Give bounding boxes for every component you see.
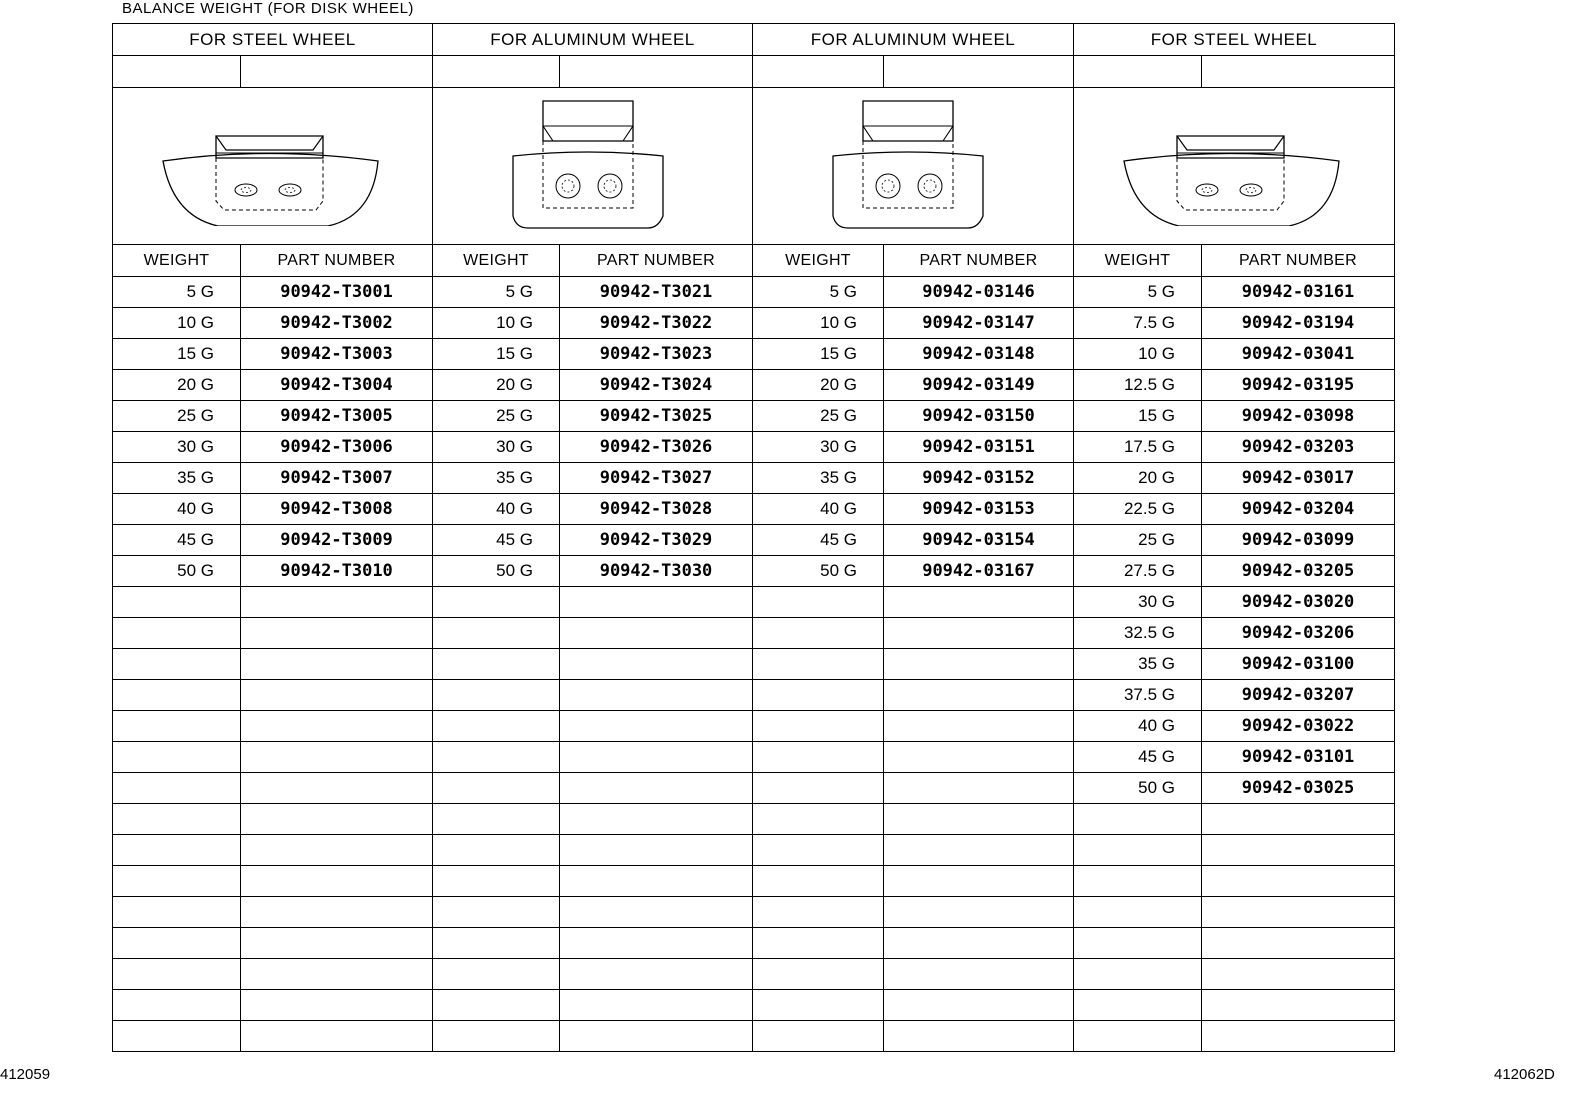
weight-cell (113, 649, 241, 680)
part-number-cell (560, 773, 753, 804)
part-number-cell: 90942-03206 (1202, 618, 1395, 649)
weight-cell (1074, 959, 1202, 990)
weight-cell (433, 835, 560, 866)
weight-cell (433, 804, 560, 835)
weight-cell: 32.5 G (1074, 618, 1202, 649)
weight-cell (113, 959, 241, 990)
weight-cell (1074, 928, 1202, 959)
part-number-cell: 90942-03147 (884, 308, 1074, 339)
part-number-cell: 90942-T3028 (560, 494, 753, 525)
part-number-cell (884, 928, 1074, 959)
weight-cell (753, 959, 884, 990)
part-number-cell (560, 804, 753, 835)
weight-cell (1074, 866, 1202, 897)
part-number-cell (560, 680, 753, 711)
part-number-cell: 90942-03161 (1202, 277, 1395, 308)
table-row (113, 587, 1395, 618)
table-row (113, 401, 1395, 432)
section-header-aluminum-2: FOR ALUMINUM WHEEL (753, 24, 1074, 56)
part-number-cell: 90942-T3021 (560, 277, 753, 308)
part-number-cell: 90942-T3030 (560, 556, 753, 587)
weight-cell (753, 742, 884, 773)
page-title: BALANCE WEIGHT (FOR DISK WHEEL) (122, 0, 414, 17)
weight-cell: 50 G (113, 556, 241, 587)
weight-cell: 50 G (753, 556, 884, 587)
part-number-cell (560, 711, 753, 742)
part-number-cell: 90942-T3009 (241, 525, 433, 556)
weight-cell (433, 866, 560, 897)
part-number-cell: 90942-03154 (884, 525, 1074, 556)
part-number-cell: 90942-03025 (1202, 773, 1395, 804)
table-row (113, 618, 1395, 649)
part-number-cell (560, 835, 753, 866)
table-row (113, 463, 1395, 494)
part-number-cell: 90942-T3027 (560, 463, 753, 494)
part-number-cell (241, 990, 433, 1021)
weight-cell: 37.5 G (1074, 680, 1202, 711)
weight-cell: 10 G (433, 308, 560, 339)
part-number-cell: 90942-03151 (884, 432, 1074, 463)
part-number-cell (1202, 866, 1395, 897)
weight-cell: 15 G (753, 339, 884, 370)
part-number-cell (884, 804, 1074, 835)
table-row (113, 432, 1395, 463)
weight-cell (433, 649, 560, 680)
table-row (113, 866, 1395, 897)
part-number-cell: 90942-T3003 (241, 339, 433, 370)
weight-cell: 40 G (1074, 711, 1202, 742)
part-number-cell (884, 835, 1074, 866)
part-number-cell (241, 680, 433, 711)
weight-cell: 20 G (433, 370, 560, 401)
steel-weight-illustration-2 (1074, 88, 1395, 245)
steel-weight-illustration (113, 88, 433, 245)
part-number-cell (1202, 1021, 1395, 1052)
part-number-cell (884, 866, 1074, 897)
part-number-cell (560, 1021, 753, 1052)
part-number-cell: 90942-03195 (1202, 370, 1395, 401)
weight-cell: 20 G (753, 370, 884, 401)
part-number-cell: 90942-T3029 (560, 525, 753, 556)
part-number-cell (560, 866, 753, 897)
weight-cell: 12.5 G (1074, 370, 1202, 401)
part-number-cell: 90942-03149 (884, 370, 1074, 401)
part-number-cell: 90942-T3007 (241, 463, 433, 494)
weight-cell (753, 587, 884, 618)
weight-column-header: WEIGHT (1074, 245, 1202, 277)
part-number-cell (241, 618, 433, 649)
weight-cell (433, 928, 560, 959)
weight-cell: 22.5 G (1074, 494, 1202, 525)
part-number-cell (1202, 928, 1395, 959)
part-number-cell (560, 649, 753, 680)
weight-cell: 30 G (433, 432, 560, 463)
balance-weight-table (112, 23, 1395, 1052)
part-number-cell: 90942-T3025 (560, 401, 753, 432)
weight-cell (433, 618, 560, 649)
weight-cell (753, 711, 884, 742)
part-number-cell (241, 959, 433, 990)
part-number-cell: 90942-03203 (1202, 432, 1395, 463)
part-number-cell (560, 897, 753, 928)
weight-cell: 45 G (433, 525, 560, 556)
table-row (113, 835, 1395, 866)
weight-cell: 5 G (113, 277, 241, 308)
part-number-cell: 90942-03153 (884, 494, 1074, 525)
part-number-cell: 90942-03148 (884, 339, 1074, 370)
weight-cell (113, 587, 241, 618)
weight-cell (113, 742, 241, 773)
weight-cell: 25 G (1074, 525, 1202, 556)
part-number-cell (241, 773, 433, 804)
part-number-cell: 90942-T3026 (560, 432, 753, 463)
part-number-cell (1202, 835, 1395, 866)
weight-cell (1074, 804, 1202, 835)
weight-cell (753, 990, 884, 1021)
blank-cell (1074, 56, 1202, 88)
table-row (113, 990, 1395, 1021)
part-number-cell (241, 897, 433, 928)
part-number-cell: 90942-03152 (884, 463, 1074, 494)
part-number-cell (241, 1021, 433, 1052)
table-row (113, 742, 1395, 773)
part-number-cell: 90942-03167 (884, 556, 1074, 587)
blank-cell (1202, 56, 1395, 88)
part-number-cell (884, 773, 1074, 804)
weight-column-header: WEIGHT (433, 245, 560, 277)
weight-cell (113, 835, 241, 866)
table-row (113, 773, 1395, 804)
part-number-cell: 90942-03017 (1202, 463, 1395, 494)
weight-cell (753, 866, 884, 897)
weight-cell (753, 649, 884, 680)
part-number-cell (241, 587, 433, 618)
weight-cell: 25 G (753, 401, 884, 432)
section-header-steel-2: FOR STEEL WHEEL (1074, 24, 1395, 56)
part-number-cell (884, 742, 1074, 773)
weight-cell: 30 G (1074, 587, 1202, 618)
weight-cell: 7.5 G (1074, 308, 1202, 339)
steel-clip-weight-icon (158, 106, 388, 226)
weight-cell: 40 G (753, 494, 884, 525)
weight-cell (433, 773, 560, 804)
table-row (113, 494, 1395, 525)
part-number-cell: 90942-T3010 (241, 556, 433, 587)
blank-cell (884, 56, 1074, 88)
weight-cell: 20 G (113, 370, 241, 401)
weight-cell (753, 928, 884, 959)
weight-cell (753, 835, 884, 866)
part-number-cell (560, 618, 753, 649)
table-row (113, 804, 1395, 835)
part-number-cell (884, 587, 1074, 618)
weight-cell: 30 G (753, 432, 884, 463)
weight-cell (753, 680, 884, 711)
part-number-cell (884, 959, 1074, 990)
table-row (113, 525, 1395, 556)
weight-cell: 5 G (433, 277, 560, 308)
part-number-cell: 90942-03101 (1202, 742, 1395, 773)
aluminum-weight-illustration (433, 88, 753, 245)
weight-column-header: WEIGHT (113, 245, 241, 277)
blank-cell (753, 56, 884, 88)
part-number-cell (560, 587, 753, 618)
weight-cell (113, 990, 241, 1021)
part-number-cell: 90942-03205 (1202, 556, 1395, 587)
weight-cell (113, 866, 241, 897)
part-number-cell (241, 649, 433, 680)
part-number-cell (241, 804, 433, 835)
part-number-cell: 90942-03207 (1202, 680, 1395, 711)
table-row (113, 1021, 1395, 1052)
table-row (113, 308, 1395, 339)
part-number-cell (241, 866, 433, 897)
blank-cell (433, 56, 560, 88)
weight-cell (433, 990, 560, 1021)
weight-cell: 10 G (753, 308, 884, 339)
weight-cell (753, 773, 884, 804)
part-number-cell: 90942-03146 (884, 277, 1074, 308)
weight-cell (113, 804, 241, 835)
weight-cell: 20 G (1074, 463, 1202, 494)
part-number-cell (560, 959, 753, 990)
weight-cell (433, 587, 560, 618)
table-row (113, 370, 1395, 401)
weight-cell (433, 680, 560, 711)
blank-cell (560, 56, 753, 88)
part-number-cell (1202, 990, 1395, 1021)
blank-cell (113, 56, 241, 88)
table-row (113, 897, 1395, 928)
weight-cell: 5 G (753, 277, 884, 308)
weight-cell: 40 G (433, 494, 560, 525)
part-number-cell (560, 990, 753, 1021)
part-number-cell: 90942-T3005 (241, 401, 433, 432)
part-number-cell (560, 742, 753, 773)
weight-cell: 25 G (113, 401, 241, 432)
part-number-cell (884, 897, 1074, 928)
weight-cell (1074, 990, 1202, 1021)
table-row (113, 339, 1395, 370)
weight-cell: 45 G (1074, 742, 1202, 773)
part-number-cell (884, 618, 1074, 649)
weight-cell (113, 680, 241, 711)
table-row (113, 928, 1395, 959)
weight-cell: 35 G (433, 463, 560, 494)
part-number-cell: 90942-03204 (1202, 494, 1395, 525)
weight-cell: 35 G (1074, 649, 1202, 680)
part-number-cell: 90942-T3024 (560, 370, 753, 401)
table-row (113, 680, 1395, 711)
part-number-cell: 90942-03041 (1202, 339, 1395, 370)
weight-cell: 35 G (113, 463, 241, 494)
weight-cell (1074, 1021, 1202, 1052)
weight-cell (433, 742, 560, 773)
table-row (113, 649, 1395, 680)
weight-cell (433, 897, 560, 928)
weight-cell (753, 804, 884, 835)
table-row (113, 959, 1395, 990)
part-number-cell: 90942-03194 (1202, 308, 1395, 339)
part-number-column-header: PART NUMBER (1202, 245, 1395, 277)
weight-cell (753, 618, 884, 649)
aluminum-clip-weight-icon (828, 96, 998, 236)
part-number-cell: 90942-03150 (884, 401, 1074, 432)
weight-cell: 50 G (433, 556, 560, 587)
weight-cell (433, 711, 560, 742)
weight-cell (113, 711, 241, 742)
part-number-cell (241, 835, 433, 866)
part-number-cell: 90942-T3002 (241, 308, 433, 339)
part-number-cell (884, 711, 1074, 742)
weight-cell (113, 897, 241, 928)
steel-clip-weight-icon (1119, 106, 1349, 226)
table-row (113, 556, 1395, 587)
weight-cell: 35 G (753, 463, 884, 494)
part-number-cell: 90942-03022 (1202, 711, 1395, 742)
weight-cell: 15 G (433, 339, 560, 370)
part-number-column-header: PART NUMBER (241, 245, 433, 277)
part-number-cell (241, 928, 433, 959)
part-number-cell (1202, 897, 1395, 928)
figure-code-left: 412059 (0, 1066, 51, 1083)
weight-cell: 5 G (1074, 277, 1202, 308)
part-number-cell: 90942-T3008 (241, 494, 433, 525)
table-row (113, 711, 1395, 742)
part-number-cell: 90942-T3001 (241, 277, 433, 308)
part-number-cell: 90942-T3022 (560, 308, 753, 339)
part-number-column-header: PART NUMBER (884, 245, 1074, 277)
weight-cell: 15 G (113, 339, 241, 370)
part-number-cell (1202, 959, 1395, 990)
part-number-cell (884, 990, 1074, 1021)
weight-cell: 10 G (1074, 339, 1202, 370)
part-number-cell: 90942-03098 (1202, 401, 1395, 432)
weight-cell: 40 G (113, 494, 241, 525)
weight-cell: 45 G (113, 525, 241, 556)
table-body (113, 277, 1395, 1052)
section-header-steel-1: FOR STEEL WHEEL (113, 24, 433, 56)
weight-cell: 50 G (1074, 773, 1202, 804)
part-number-cell: 90942-03099 (1202, 525, 1395, 556)
weight-cell (1074, 897, 1202, 928)
part-number-cell (1202, 804, 1395, 835)
weight-column-header: WEIGHT (753, 245, 884, 277)
part-number-cell: 90942-T3004 (241, 370, 433, 401)
weight-cell (433, 1021, 560, 1052)
weight-cell (113, 928, 241, 959)
part-number-column-header: PART NUMBER (560, 245, 753, 277)
weight-cell (1074, 835, 1202, 866)
part-number-cell (884, 649, 1074, 680)
weight-cell (113, 618, 241, 649)
weight-cell: 30 G (113, 432, 241, 463)
blank-cell (241, 56, 433, 88)
part-number-cell: 90942-T3023 (560, 339, 753, 370)
part-number-cell (884, 1021, 1074, 1052)
weight-cell (433, 959, 560, 990)
part-number-cell (884, 680, 1074, 711)
figure-code-right: 412062D (1494, 1066, 1555, 1083)
part-number-cell (241, 711, 433, 742)
weight-cell (113, 773, 241, 804)
part-number-cell (241, 742, 433, 773)
weight-cell: 27.5 G (1074, 556, 1202, 587)
weight-cell: 17.5 G (1074, 432, 1202, 463)
part-number-cell (560, 928, 753, 959)
weight-cell: 25 G (433, 401, 560, 432)
part-number-cell: 90942-T3006 (241, 432, 433, 463)
weight-cell (753, 897, 884, 928)
weight-cell: 15 G (1074, 401, 1202, 432)
aluminum-clip-weight-icon (508, 96, 678, 236)
part-number-cell: 90942-03020 (1202, 587, 1395, 618)
weight-cell: 10 G (113, 308, 241, 339)
section-header-aluminum-1: FOR ALUMINUM WHEEL (433, 24, 753, 56)
weight-cell: 45 G (753, 525, 884, 556)
weight-cell (753, 1021, 884, 1052)
weight-cell (113, 1021, 241, 1052)
aluminum-weight-illustration-2 (753, 88, 1074, 245)
table-row (113, 277, 1395, 308)
part-number-cell: 90942-03100 (1202, 649, 1395, 680)
